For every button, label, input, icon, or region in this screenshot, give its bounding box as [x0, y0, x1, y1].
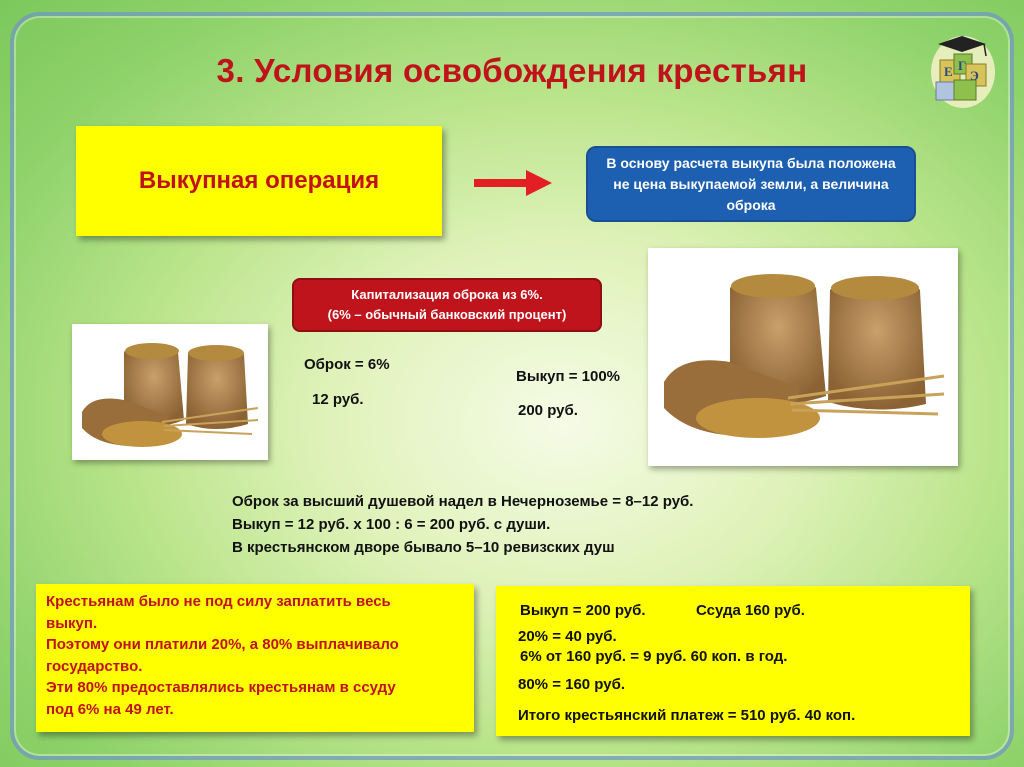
basis-box: В основу расчета выкупа была положена не цена выкупаемой земли, а величина оброка	[586, 146, 916, 222]
svg-text:Г: Г	[958, 58, 967, 73]
obrok-amount: 12 руб.	[312, 391, 364, 408]
operation-label: Выкупная операция	[138, 167, 380, 194]
ege-logo-icon	[928, 30, 998, 110]
calc-line: В крестьянском дворе бывало 5–10 ревизских душ	[232, 539, 615, 556]
svg-text:Е: Е	[944, 64, 953, 79]
vykup-percent: Выкуп = 100%	[516, 368, 621, 385]
total-payment: Итого крестьянский платеж = 510 руб. 40 коп.	[518, 707, 856, 724]
explanation-line: под 6% на 49 лет.	[46, 700, 174, 718]
pct6-line: 6% от 160 руб. = 9 руб. 60 коп. в год.	[520, 648, 788, 665]
grain-sacks-image	[72, 324, 268, 460]
calc-line: Выкуп = 12 руб. х 100 : 6 = 200 руб. с души.	[232, 516, 551, 533]
obrok-percent: Оброк = 6%	[304, 356, 390, 373]
capitalization-line-2: (6% – обычный банковский процент)	[327, 307, 567, 322]
operation-box	[76, 126, 442, 236]
explanation-line: выкуп.	[46, 614, 98, 632]
calc-line: Оброк за высший душевой надел в Нечерноземье = 8–12 руб.	[232, 493, 694, 510]
pct80-line: 80% = 160 руб.	[518, 676, 626, 693]
explanation-line: Крестьянам было не под силу заплатить весь	[46, 593, 391, 610]
capitalization-line-1: Капитализация оброка из 6%.	[351, 287, 543, 302]
vykup-total: Выкуп = 200 руб.	[520, 602, 646, 619]
slide-title: 3. Условия освобождения крестьян	[216, 52, 808, 89]
explanation-line: Поэтому они платили 20%, а 80% выплачивало	[46, 636, 399, 653]
svg-text:Э: Э	[970, 68, 979, 83]
pct20-line: 20% = 40 руб.	[518, 628, 617, 645]
payment-calculation-box	[496, 586, 970, 736]
explanation-line: государство.	[46, 657, 143, 675]
loan-explanation-box	[36, 584, 474, 732]
arrow-right-icon	[474, 170, 552, 196]
capitalization-box	[292, 278, 602, 332]
vykup-amount: 200 руб.	[518, 402, 578, 419]
grain-sacks-image	[648, 248, 958, 466]
loan-amount: Ссуда 160 руб.	[696, 602, 805, 619]
calculation-block	[232, 490, 693, 559]
explanation-line: Эти 80% предоставлялись крестьянам в ссуду	[46, 679, 396, 696]
